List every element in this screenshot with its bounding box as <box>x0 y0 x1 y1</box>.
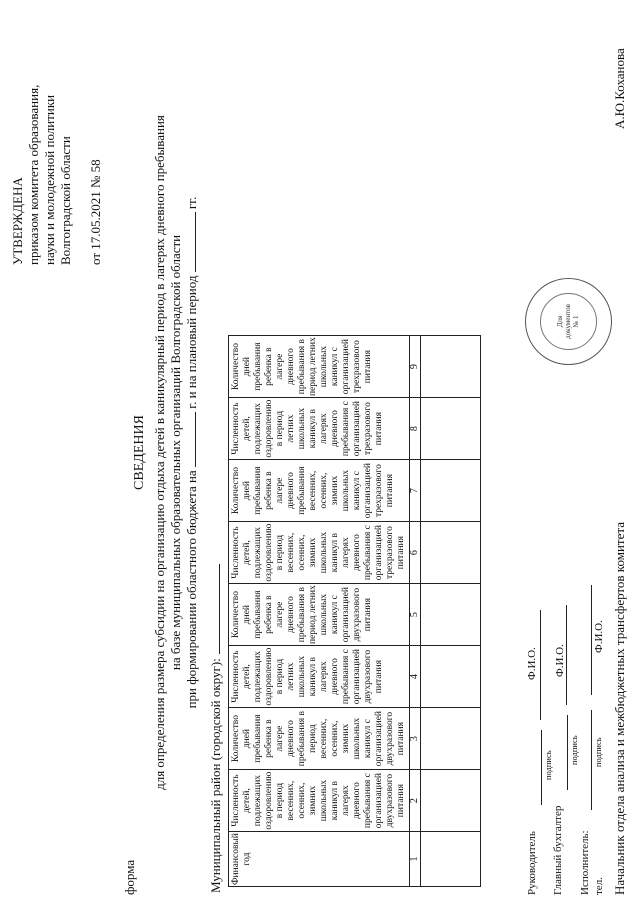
approval-line: Волгоградской области <box>58 136 73 265</box>
sign-caption: подпись <box>543 750 553 780</box>
column-number: 2 <box>410 770 421 832</box>
column-number: 6 <box>410 522 421 584</box>
footer-position: Начальник отдела анализа и межбюджетных трансфертов комитета <box>612 522 627 895</box>
fio-caption: Ф.И.О. <box>593 620 605 653</box>
accountant-sign-line[interactable] <box>566 715 568 790</box>
table-header-row <box>229 336 410 887</box>
table-cell[interactable] <box>421 770 481 832</box>
column-number: 1 <box>410 832 421 887</box>
executor-fio-line[interactable] <box>590 585 592 695</box>
fio-caption: Ф.И.О. <box>526 647 538 680</box>
table-cell[interactable] <box>421 522 481 584</box>
column-header: Количество дней пребывания ребенка в лагере дневного пребывания весенних, осенних, зимних школьных каникул с организацией трехразового питания <box>229 460 410 522</box>
document-title: СВЕДЕНИЯ <box>132 415 147 490</box>
executor-label: Исполнитель: <box>579 830 591 895</box>
approval-line: приказом комитета образования, <box>26 84 41 265</box>
column-number: 9 <box>410 336 421 398</box>
year-blank[interactable] <box>195 412 196 467</box>
period-blank[interactable] <box>195 212 196 272</box>
table-cell[interactable] <box>421 708 481 770</box>
column-number: 4 <box>410 646 421 708</box>
table-cell[interactable] <box>421 336 481 398</box>
column-header: Численность детей, подлежащих оздоровлению в период весенних, осенних, зимних школьных каникул в лагерях дневного пребывания с организацией трехразового питания <box>229 522 410 584</box>
column-header: Численность детей, подлежащих оздоровлению в период летних школьных каникул в лагерях дневного пребывания с организацией двухразового питания <box>229 646 410 708</box>
approval-line: науки и молодежной политики <box>42 94 57 265</box>
tel-label: тел. <box>593 877 605 895</box>
table-row <box>421 336 481 887</box>
head-signature-row <box>526 831 538 895</box>
column-number: 3 <box>410 708 421 770</box>
footer-signer-name: А.Ю.Коханова <box>612 48 627 129</box>
stamp-text: Для документов № 1 <box>556 304 580 339</box>
executor-sign-line[interactable] <box>590 710 592 810</box>
subtitle-line-2: на базе муниципальных образовательных организаций Волгоградской области <box>168 234 183 671</box>
column-number: 8 <box>410 398 421 460</box>
head-label: Руководитель <box>526 831 538 895</box>
data-table <box>228 335 481 887</box>
column-header: Количество дней пребывания ребенка в лагере дневного пребывания в период летних школьных каникул с организацией двухразового питания <box>229 584 410 646</box>
table-cell[interactable] <box>421 646 481 708</box>
approval-order: от 17.05.2021 № 58 <box>88 159 103 265</box>
accountant-label: Главный бухгалтер <box>552 805 564 895</box>
subtitle-line-1: для определения размера субсидии на организацию отдыха детей в каникулярный период в лагерях дневного пребывания <box>152 115 167 790</box>
column-number: 7 <box>410 460 421 522</box>
region-row <box>208 564 224 893</box>
approval-heading: УТВЕРЖДЕНА <box>10 177 25 265</box>
column-header: Количество дней пребывания ребенка в лагере дневного пребывания в период летних школьных каникул с организацией трехразового питания <box>229 336 410 398</box>
stamp-seal <box>525 278 612 365</box>
column-header: Численность детей, подлежащих оздоровлению в период летних школьных каникул в лагерях дневного пребывания с организацией трехразового питания <box>229 398 410 460</box>
column-header: Количество дней пребывания ребенка в лагере дневного пребывания в период весенних, осенних, зимних школьных каникул с организацией двухразового питания <box>229 708 410 770</box>
form-label: форма <box>122 859 137 895</box>
head-sign-line[interactable] <box>540 730 542 805</box>
sign-caption: подпись <box>593 737 603 767</box>
table-cell[interactable] <box>421 398 481 460</box>
approval-block <box>10 15 104 265</box>
column-number-row <box>410 336 421 887</box>
sign-caption: подпись <box>569 735 579 765</box>
region-blank[interactable] <box>219 564 220 654</box>
fio-caption: Ф.И.О. <box>554 644 566 677</box>
table-cell[interactable] <box>421 832 481 887</box>
column-header: Финансовый год <box>229 832 410 887</box>
region-label: Муниципальный район (городской округ): <box>208 658 223 893</box>
column-number: 5 <box>410 584 421 646</box>
column-header: Численность детей, подлежащих оздоровлению в период весенних, осенних, зимних школьных каникул в лагерях дневного пребывания с организацией двухразового питания <box>229 770 410 832</box>
table-cell[interactable] <box>421 584 481 646</box>
subtitle-line-3: при формировании областного бюджета на г. и на плановый период гг. <box>184 196 199 709</box>
table-cell[interactable] <box>421 460 481 522</box>
